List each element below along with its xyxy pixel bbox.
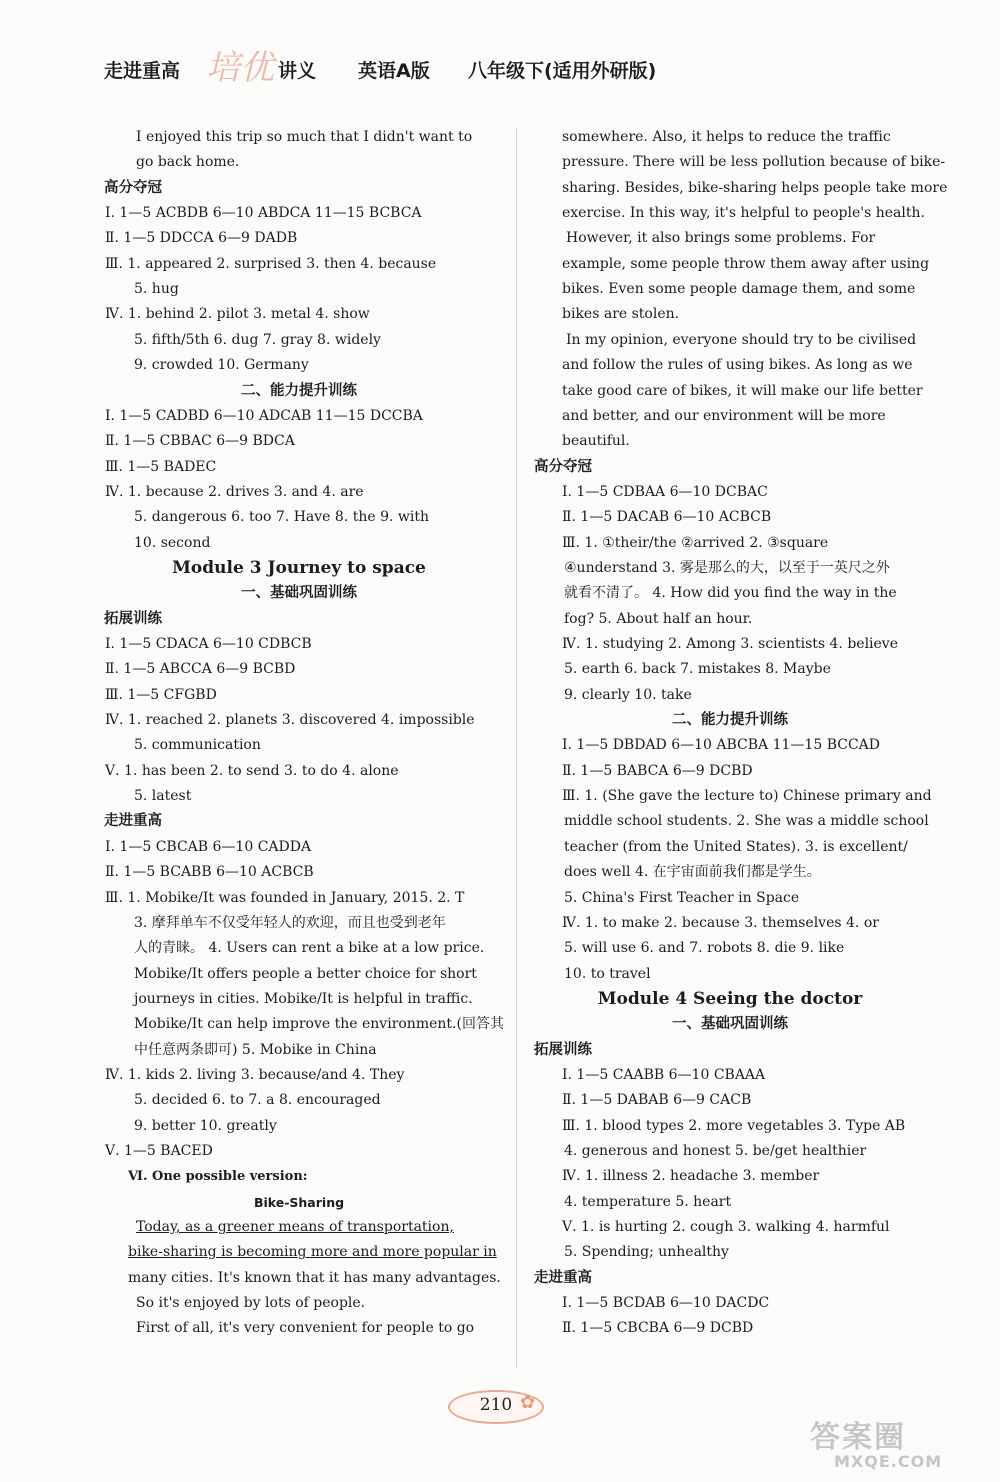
right-line: 拓展训练: [534, 1041, 592, 1058]
watermark-text-en: MXQE.COM: [834, 1452, 943, 1471]
right-line: 5. earth 6. back 7. mistakes 8. Maybe: [564, 661, 831, 678]
left-line: Ⅳ. 1. because 2. drives 3. and 4. are: [105, 483, 364, 500]
right-line: 就看不清了。 4. How did you find the way in the: [564, 585, 897, 602]
right-line: 高分夺冠: [534, 458, 592, 475]
flower-icon: ✿: [520, 1392, 536, 1413]
right-line: fog? 5. About half an hour.: [564, 610, 753, 627]
grade-label: 八年级下(适用外研版): [468, 60, 657, 82]
left-line: 走进重高: [104, 813, 162, 830]
left-line: 5. fifth/5th 6. dug 7. gray 8. widely: [134, 331, 381, 348]
book-title: 讲义: [278, 60, 317, 82]
right-line: However, it also brings some problems. For: [566, 230, 876, 247]
right-line: somewhere. Also, it helps to reduce the traffic: [562, 129, 891, 145]
right-line: 走进重高: [534, 1269, 592, 1286]
left-line: 中任意两条即可) 5. Mobike in China: [134, 1041, 377, 1058]
left-line: Ⅱ. 1—5 CBBAC 6—9 BDCA: [105, 433, 295, 450]
right-line: Ⅲ. 1. blood types 2. more vegetables 3. Type AB: [562, 1117, 906, 1134]
right-line: Ⅰ. 1—5 DBDAD 6—10 ABCBA 11—15 BCCAD: [562, 737, 880, 754]
right-line: and better, and our environment will be more: [562, 407, 886, 424]
left-line: 5. hug: [134, 281, 179, 298]
right-line: Ⅳ. 1. to make 2. because 3. themselves 4. or: [562, 914, 879, 931]
left-line: Mobike/It can help improve the environment.(回答其: [134, 1016, 504, 1033]
right-line: Ⅴ. 1. is hurting 2. cough 3. walking 4. harmful: [562, 1219, 890, 1236]
left-line: many cities. It's known that it has many advantages.: [128, 1269, 501, 1286]
right-line: beautiful.: [562, 433, 630, 450]
left-line: Mobike/It offers people a better choice for short: [134, 965, 477, 982]
left-line: 10. second: [134, 534, 211, 551]
right-line: Ⅲ. 1. (She gave the lecture to) Chinese primary and: [562, 788, 932, 805]
right-line: 5. Spending; unhealthy: [564, 1244, 729, 1261]
left-line: Ⅳ. 1. reached 2. planets 3. discovered 4. impossible: [105, 712, 475, 729]
left-line: Ⅵ. One possible version:: [128, 1169, 308, 1185]
left-line: Module 3 Journey to space: [172, 557, 426, 578]
right-line: 一、基础巩固训练: [672, 1016, 788, 1033]
watermark-text-cn: 答案圈: [810, 1420, 906, 1455]
left-line: 拓展训练: [104, 610, 162, 627]
right-line: exercise. In this way, it's helpful to people's health.: [562, 205, 925, 222]
left-line: Ⅳ. 1. behind 2. pilot 3. metal 4. show: [105, 306, 370, 323]
right-line: Ⅱ. 1—5 DABAB 6—9 CACB: [562, 1092, 752, 1109]
column-divider: [516, 128, 517, 1368]
right-line: Ⅲ. 1. ①their/the ②arrived 2. ③square: [562, 534, 829, 551]
right-line: Ⅱ. 1—5 DACAB 6—10 ACBCB: [562, 509, 772, 526]
left-line: 二、能力提升训练: [241, 382, 357, 399]
right-line: take good care of bikes, it will make our life better: [562, 382, 923, 399]
right-line: Ⅳ. 1. illness 2. headache 3. member: [562, 1168, 820, 1185]
left-line: Ⅱ. 1—5 ABCCA 6—9 BCBD: [105, 661, 296, 678]
watermark: [810, 1412, 980, 1472]
right-line: and follow the rules of using bikes. As long as we: [562, 357, 913, 374]
left-line: 5. dangerous 6. too 7. Have 8. the 9. with: [134, 509, 429, 526]
series-title: 走进重高: [104, 60, 181, 82]
left-line: Today, as a greener means of transportation,: [136, 1219, 454, 1236]
left-line: 5. decided 6. to 7. a 8. encouraged: [134, 1092, 381, 1109]
right-line: example, some people throw them away after using: [562, 255, 930, 272]
left-line: First of all, it's very convenient for people to go: [136, 1320, 475, 1337]
right-line: pressure. There will be less pollution because of bike-: [562, 154, 946, 171]
left-line: Ⅴ. 1—5 BACED: [105, 1143, 213, 1159]
right-line: 9. clearly 10. take: [564, 686, 692, 703]
right-line: ④understand 3. 雾是那么的大，以至于一英尺之外: [564, 559, 890, 576]
right-line: middle school students. 2. She was a middle school: [564, 813, 929, 830]
left-line: 9. crowded 10. Germany: [134, 357, 309, 374]
left-line: Ⅲ. 1. Mobike/It was founded in January, 2015. 2. T: [105, 889, 465, 906]
left-line: Ⅴ. 1. has been 2. to send 3. to do 4. alone: [105, 762, 399, 779]
left-line: 一、基础巩固训练: [241, 585, 357, 602]
right-line: Ⅰ. 1—5 BCDAB 6—10 DACDC: [562, 1295, 770, 1312]
right-line: does well 4. 在宇宙面前我们都是学生。: [564, 864, 821, 881]
right-line: 5. China's First Teacher in Space: [564, 889, 800, 906]
left-line: Ⅲ. 1—5 BADEC: [105, 458, 217, 475]
left-line: 9. better 10. greatly: [134, 1117, 277, 1134]
right-line: Ⅱ. 1—5 BABCA 6—9 DCBD: [562, 762, 753, 779]
right-line: 4. temperature 5. heart: [564, 1193, 732, 1210]
right-line: Module 4 Seeing the doctor: [597, 988, 863, 1009]
left-line: Ⅲ. 1—5 CFGBD: [105, 686, 217, 703]
left-line: 3. 摩拜单车不仅受年轻人的欢迎，而且也受到老年: [134, 914, 446, 931]
subject-label: 英语A版: [358, 60, 430, 82]
left-line: 高分夺冠: [104, 179, 162, 196]
left-line: So it's enjoyed by lots of people.: [136, 1295, 366, 1312]
right-line: bikes are stolen.: [562, 306, 680, 323]
left-line: Ⅳ. 1. kids 2. living 3. because/and 4. They: [105, 1066, 405, 1083]
right-line: Ⅰ. 1—5 CDBAA 6—10 DCBAC: [562, 483, 768, 500]
right-line: 10. to travel: [564, 965, 651, 982]
right-line: In my opinion, everyone should try to be civilised: [566, 331, 917, 348]
left-line: Ⅰ. 1—5 CDACA 6—10 CDBCB: [105, 636, 312, 652]
left-line: journeys in cities. Mobike/It is helpful in traffic.: [134, 990, 473, 1007]
left-line: Ⅰ. 1—5 ACBDB 6—10 ABDCA 11—15 BCBCA: [105, 205, 422, 222]
right-line: sharing. Besides, bike-sharing helps people take more: [562, 179, 948, 196]
right-line: Ⅱ. 1—5 CBCBA 6—9 DCBD: [562, 1320, 754, 1337]
right-line: Ⅳ. 1. studying 2. Among 3. scientists 4. believe: [562, 636, 898, 652]
left-line: Bike-Sharing: [253, 1194, 345, 1210]
left-line: bike-sharing is becoming more and more popular in: [128, 1244, 497, 1261]
left-line: go back home.: [136, 154, 240, 171]
right-line: 4. generous and honest 5. be/get healthier: [564, 1143, 867, 1159]
left-line: Ⅰ. 1—5 CBCAB 6—10 CADDA: [105, 838, 312, 855]
page-number: 210: [479, 1395, 513, 1415]
right-line: 二、能力提升训练: [672, 712, 788, 729]
right-line: 5. will use 6. and 7. robots 8. die 9. like: [564, 940, 845, 957]
left-line: 人的青睐。 4. Users can rent a bike at a low price.: [134, 940, 485, 957]
right-line: bikes. Even some people damage them, and some: [562, 281, 916, 298]
left-line: Ⅱ. 1—5 BCABB 6—10 ACBCB: [105, 864, 314, 881]
right-line: Ⅰ. 1—5 CAABB 6—10 CBAAA: [562, 1066, 766, 1083]
left-line: Ⅲ. 1. appeared 2. surprised 3. then 4. because: [105, 255, 437, 272]
left-line: Ⅰ. 1—5 CADBD 6—10 ADCAB 11—15 DCCBA: [105, 407, 423, 424]
left-line: 5. latest: [134, 788, 192, 805]
brand-logo: 培优: [206, 48, 274, 88]
left-line: I enjoyed this trip so much that I didn't want to: [136, 129, 473, 145]
left-line: 5. communication: [134, 737, 261, 754]
page-header: [100, 50, 700, 90]
right-line: teacher (from the United States). 3. is excellent/: [564, 838, 908, 855]
left-line: Ⅱ. 1—5 DDCCA 6—9 DADB: [105, 230, 298, 247]
